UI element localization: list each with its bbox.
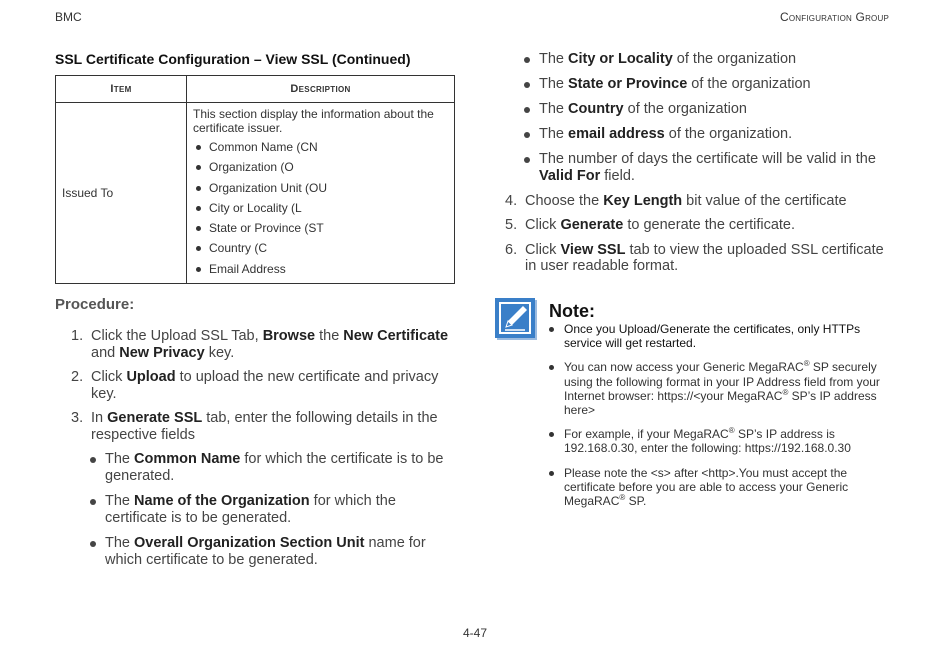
field-bullet-common-name — [55, 451, 455, 484]
field-bullet-organization — [55, 493, 455, 526]
registered-mark: ® — [728, 426, 735, 436]
registered-mark: ® — [803, 359, 810, 369]
note-text: SP’s IP address is 192.168.0.30, enter the following: https://192.168.0.30 — [564, 427, 851, 456]
step-text: Click — [525, 241, 561, 258]
issuer-field-list — [193, 137, 448, 279]
bullet-text: of the organization — [623, 101, 747, 117]
bullet-text: of the organization. — [664, 126, 793, 142]
procedure-step-5 — [505, 217, 890, 234]
step-text: tab to view the uploaded SSL certificate in user readable format. — [525, 241, 884, 274]
bullet-text: The — [539, 126, 569, 142]
table-row — [56, 103, 455, 284]
left-column — [55, 51, 455, 577]
step-number: 6. — [505, 241, 518, 258]
bullet-emphasis: Country — [568, 101, 624, 117]
column-header-item: Item — [56, 76, 187, 103]
config-table — [55, 75, 455, 284]
list-item: City or Locality (L — [193, 198, 448, 218]
step-number: 1. — [71, 328, 84, 345]
right-column — [505, 51, 890, 283]
registered-mark: ® — [619, 493, 626, 503]
bullet-text: The — [105, 535, 135, 552]
table-title: SSL Certificate Configuration – View SSL (Continued) — [55, 51, 411, 67]
bullet-text: The — [105, 451, 135, 468]
note-title: Note: — [549, 301, 595, 321]
bullet-text: of the organization — [672, 51, 797, 67]
note-text: SP securely using the following format in your IP Address field from your Internet browser: https://<your MegaRAC — [564, 360, 880, 403]
field-bullet-organization-unit — [55, 535, 455, 568]
bullet-text: of the organization — [687, 76, 811, 92]
bullet-emphasis: Overall Organization Section Unit — [134, 535, 365, 552]
step-number: 4. — [505, 192, 518, 209]
bullet-text: The number of days the certificate will be valid in the — [539, 151, 876, 167]
note-item — [548, 360, 882, 417]
step-emphasis: New Certificate — [343, 328, 449, 345]
bullet-emphasis: Common Name — [134, 451, 241, 468]
table-header-row — [56, 76, 455, 103]
list-item: Country (C — [193, 238, 448, 258]
step-text: and — [91, 344, 120, 361]
list-item: Organization Unit (OU — [193, 178, 448, 198]
step-emphasis: View SSL — [560, 241, 626, 258]
bullet-text: for which the certificate is to be generated. — [105, 451, 444, 484]
note-text: SP. — [625, 494, 647, 509]
procedure-step-2 — [55, 369, 455, 402]
step-emphasis: Upload — [126, 369, 176, 386]
note-text: Please note the <s> after <http>.You must accept the certificate before you are able to access your Generic MegaRAC — [564, 465, 849, 509]
bullet-emphasis: Name of the Organization — [134, 493, 310, 510]
column-header-description: Description — [187, 76, 455, 103]
page-number: 4-47 — [462, 626, 488, 640]
item-cell: Issued To — [56, 103, 187, 284]
step-text: key. — [204, 344, 235, 361]
bullet-emphasis: Valid For — [539, 167, 601, 184]
field-bullet-email — [505, 126, 890, 143]
note-item — [548, 322, 882, 350]
bullet-text: name for which certificate to be generated. — [105, 535, 426, 568]
note-list — [548, 322, 882, 518]
pencil-icon — [495, 298, 535, 338]
step-number: 2. — [71, 369, 84, 386]
bullet-emphasis: City or Locality — [568, 51, 673, 67]
registered-mark: ® — [782, 387, 789, 397]
field-bullet-city — [505, 51, 890, 68]
note-text: You can now access your Generic MegaRAC — [564, 360, 804, 375]
note-item — [548, 466, 882, 509]
bullet-text: field. — [600, 167, 635, 184]
note-pencil-icon — [495, 298, 535, 338]
field-bullet-state — [505, 76, 890, 93]
description-intro: This section display the information about the certificate issuer. — [193, 107, 434, 135]
step-text: to upload the new certificate and privacy key. — [91, 369, 439, 402]
step-text: In — [91, 410, 108, 427]
step-emphasis: Generate — [560, 217, 624, 233]
procedure-step-3 — [55, 410, 455, 443]
step-text: Click — [91, 369, 127, 386]
list-item: State or Province (ST — [193, 218, 448, 238]
list-item: Organization (O — [193, 157, 448, 177]
step-emphasis: Generate SSL — [107, 410, 203, 427]
procedure-steps — [55, 328, 455, 568]
bullet-text: The — [539, 51, 569, 67]
step-text: tab, enter the following details in the respective fields — [91, 410, 438, 443]
description-cell — [187, 103, 455, 284]
note-text: For example, if your MegaRAC — [564, 427, 729, 442]
step-text: to generate the certificate. — [623, 217, 796, 233]
step-emphasis: Browse — [262, 328, 316, 345]
header-right: Configuration Group — [780, 10, 889, 24]
bullet-text: The — [539, 101, 569, 117]
list-item: Email Address — [193, 259, 448, 279]
list-item: Common Name (CN — [193, 137, 448, 157]
step-text: bit value of the certificate — [682, 192, 847, 209]
note-item — [548, 427, 882, 455]
bullet-emphasis: State or Province — [568, 76, 688, 92]
field-bullet-valid-for — [505, 151, 890, 184]
bullet-text: The — [539, 76, 569, 92]
step-emphasis: New Privacy — [119, 344, 205, 361]
bullet-emphasis: email address — [568, 126, 665, 142]
note-text: SP’s IP address here> — [564, 388, 877, 418]
step-text: Click the Upload SSL Tab, — [91, 328, 263, 345]
note-text: Once you Upload/Generate the certificates, only HTTPs service will get restarted. — [564, 322, 861, 351]
step-text: Choose the — [525, 192, 604, 209]
step-text: the — [315, 328, 344, 345]
step-number: 5. — [505, 217, 518, 233]
header-left: BMC — [55, 10, 82, 24]
step-number: 3. — [71, 410, 84, 427]
step-emphasis: Key Length — [603, 192, 683, 209]
procedure-heading: Procedure: — [55, 296, 135, 314]
bullet-text: for which the certificate is to be generated. — [105, 493, 396, 526]
field-bullet-country — [505, 101, 890, 118]
step-text: Click — [525, 217, 561, 233]
bullet-text: The — [105, 493, 135, 510]
procedure-step-6 — [505, 242, 890, 275]
procedure-step-1 — [55, 328, 455, 361]
procedure-step-4 — [505, 193, 890, 210]
